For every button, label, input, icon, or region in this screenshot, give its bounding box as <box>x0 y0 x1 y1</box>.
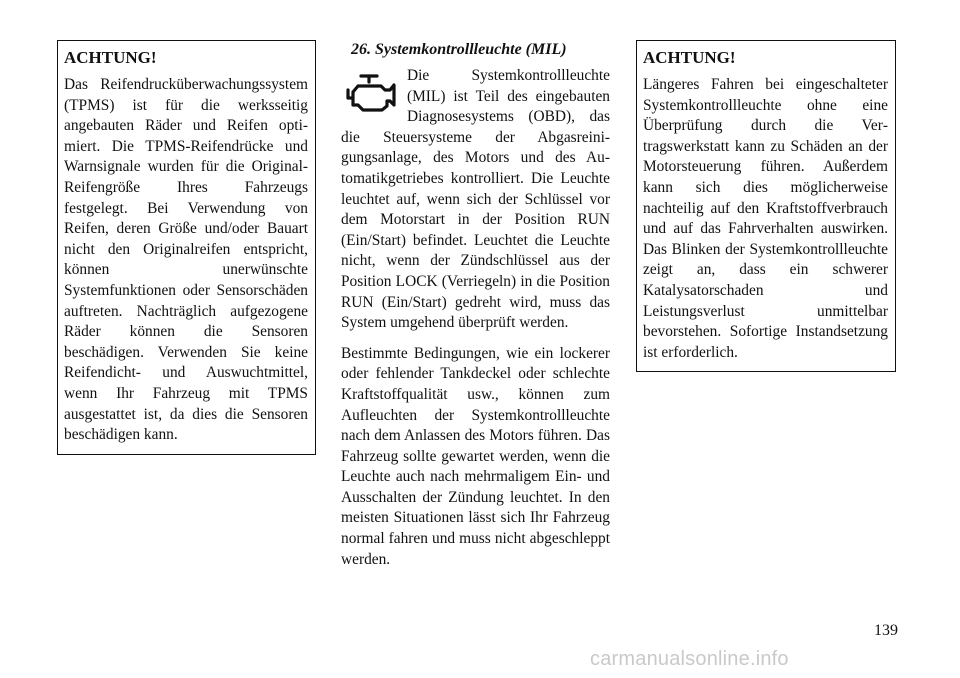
tpms-warning-box <box>57 40 316 455</box>
left-column <box>57 40 316 455</box>
middle-column <box>341 40 610 580</box>
watermark: carmanualsonline.info <box>590 648 789 670</box>
section-heading: 26. Systemkontrollleuchte (MIL) <box>351 41 567 58</box>
warning-title: ACHTUNG! <box>64 48 157 67</box>
section-paragraph-1: Die Systemkontrollleuchte (MIL) ist Teil des eingebauten Diagnosesystems (OBD), das die Steuersysteme der Abgasreinigungsanlage, des Motors und des Automatikgetriebes kontrolliert. Die Leuchte leuchtet auf, wenn sich der Schlüssel vor dem Motorstart in der Position RUN (Ein/Start) befindet. Leuchtet die Leuchte nicht, wenn der Zündschlüssel aus der Position LOCK (Verriegeln) in die Position RUN (Ein/Start) gedreht wird, muss das System umgehend überprüft werden. <box>341 67 610 332</box>
section-paragraph-2: Bestimmte Bedingungen, wie ein lockerer oder fehlender Tankdeckel oder schlechte Kraftstoffqualität usw., können zum Aufleuchten der Systemkontrollleuchte nach dem Anlassen des Motors führen. Das Fahrzeug sollte gewartet werden, wenn die Leuchte auch nach mehrmaligem Ein- und Ausschalten der Zündung leuchtet. In den meisten Situationen lässt sich Ihr Fahrzeug normal fahren und muss nicht abgeschleppt werden. <box>341 344 610 568</box>
page-number: 139 <box>874 622 898 639</box>
warning-text: Längeres Fahren bei eingeschalteter Systemkontrollleuchte ohne eine Überprüfung durch die Vertragswerkstatt kann zu Schäden an der Motorsteuerung führen. Außerdem kann sich dies möglicherweise nachteilig auf den Kraftstoffverbrauch und auf das Fahrverhalten auswirken. Das Blinken der Systemkontrollleuchte zeigt an, dass ein schwerer Katalysatorschaden und Leistungsverlust unmittelbar bevorstehen. Sofortige Instandsetzung ist erforderlich. <box>643 76 888 361</box>
right-column <box>636 40 896 372</box>
warning-text: Das Reifendrucküberwachungssystem (TPMS) ist für die werksseitig angebauten Räder und Reifen optimiert. Die TPMS-Reifendrücke und Warnsignale wurden für die Original-Reifengröße Ihres Fahrzeugs festgelegt. Bei Verwendung von Reifen, deren Größe und/oder Bauart nicht den Originalreifen entspricht, können unerwünschte Systemfunktionen oder Sensorschäden auftreten. Nachträglich aufgezogene Räder können die Sensoren beschädigen. Verwenden Sie keine Reifendicht- und Auswuchtmittel, wenn Ihr Fahrzeug mit TPMS ausgestattet ist, da dies die Sensoren beschädigen kann. <box>64 76 308 444</box>
warning-title: ACHTUNG! <box>643 48 736 67</box>
engine-icon <box>343 68 401 118</box>
mil-warning-box <box>636 40 896 372</box>
